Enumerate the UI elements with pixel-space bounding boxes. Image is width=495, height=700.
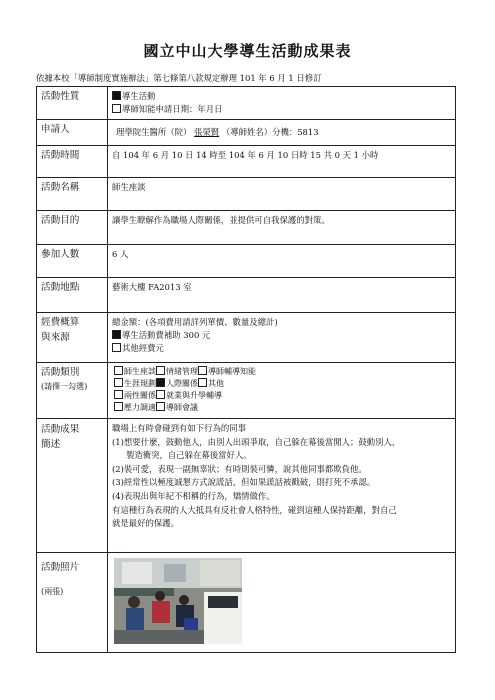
checkbox-cat-mentor-skill[interactable]: [198, 366, 207, 375]
row-budget: [37, 313, 456, 363]
row-name: [37, 178, 456, 211]
label-applicant: 申請人: [37, 120, 108, 146]
applicant-name: 張榮賢: [194, 127, 220, 138]
label-attendees: 參加人數: [37, 245, 108, 278]
activity-photo: [114, 558, 242, 644]
checkbox-cat-employment[interactable]: [156, 390, 165, 399]
nature-opt1-text: 導生活動: [122, 91, 156, 101]
row-purpose: [37, 211, 456, 245]
cat-meeting-text: 導師會議: [166, 403, 198, 413]
label-category-line1: 活動類別: [41, 367, 80, 379]
checkbox-cat-relationship[interactable]: [156, 378, 165, 387]
attendees-value: 6 人: [108, 245, 456, 278]
checkbox-cat-emotion[interactable]: [156, 366, 165, 375]
label-outcome: [37, 419, 108, 553]
row-outcome: [37, 419, 456, 553]
row-nature: [37, 87, 456, 120]
page-title: 國立中山大學導生活動成果表: [143, 42, 352, 60]
label-photos-note: (兩張): [41, 586, 64, 596]
label-budget-line1: 經費概算: [41, 317, 80, 329]
outcome-intro: 職場上有時會碰到有如下行為的同事: [112, 423, 246, 434]
outcome-conclusion1: 有這種行為表現的人大抵具有反社會人格特性，碰到這種人保持距離，對自己: [112, 504, 397, 515]
checkbox-cat-career[interactable]: [114, 378, 123, 387]
row-category: [37, 363, 456, 419]
cat-employment-text: 就業與升學輔導: [166, 391, 222, 401]
label-category-line2: (請擇一勾選): [41, 381, 88, 391]
category-options: [108, 363, 456, 419]
name-value: 師生座談: [108, 178, 456, 211]
label-name: 活動名稱: [37, 178, 108, 211]
checkbox-budget-other[interactable]: [112, 343, 121, 352]
label-location: 活動地點: [37, 278, 108, 313]
row-attendees: [37, 245, 456, 278]
label-category: [37, 363, 108, 419]
activity-form: [36, 86, 456, 653]
nature-opt2-text: 導師知能申請日期：年月日: [122, 104, 223, 115]
outcome-point3: (3)經常性以極度誠懇方式說謊話，但如果謊話被戳破，則打死不承認。: [112, 477, 376, 488]
cat-emotion-text: 情緒管理: [166, 367, 198, 377]
checkbox-budget-subsidy[interactable]: [112, 330, 121, 339]
label-photos-line1: 活動照片: [41, 562, 80, 574]
cat-career-text: 生涯規劃: [124, 379, 156, 389]
photo-cell: [108, 553, 456, 653]
cat-other-text: 其他: [208, 379, 224, 389]
label-outcome-line2: 簡述: [41, 438, 61, 450]
row-applicant: [37, 120, 456, 146]
label-budget-line2: 與來源: [41, 331, 70, 343]
budget-value: [108, 313, 456, 363]
purpose-value: 讓學生瞭解作為職場人際關係，並提供可自我保護的對策。: [108, 211, 456, 245]
applicant-suffix: （導師姓名）分機：5813: [221, 127, 319, 138]
outcome-conclusion2: 就是最好的保護。: [112, 518, 179, 529]
checkbox-cat-stress[interactable]: [114, 402, 123, 411]
outcome-point1b: 製造衝突，自己躲在幕後當好人。: [126, 450, 252, 461]
checkbox-student-activity[interactable]: [112, 91, 121, 100]
outcome-text: [108, 419, 456, 553]
applicant-value: [108, 120, 456, 146]
budget-total: 總金額：(各項費用請詳列單價、數量及總計): [112, 317, 278, 328]
label-purpose: 活動目的: [37, 211, 108, 245]
outcome-point1a: (1)想要什麼，鼓動他人，由別人出頭爭取，自己躲在幕後當閒人；鼓動別人，: [112, 436, 401, 447]
row-time: [37, 146, 456, 178]
outcome-point4: (4)表現出與年紀不相稱的行為，矯情做作。: [112, 491, 275, 502]
cat-seminar-text: 師生座談: [124, 367, 156, 377]
row-photos: [37, 553, 456, 653]
label-photos: [37, 553, 108, 653]
budget-opt2-text: 其他經費元: [122, 343, 164, 354]
cat-gender-text: 兩性關係: [124, 391, 156, 401]
label-outcome-line1: 活動成果: [41, 424, 80, 436]
regulation-subtitle: 依據本校「導師制度實施辦法」第七條第八款規定辦理 101 年 6 月 1 日修訂: [36, 73, 322, 83]
budget-opt1-text: 導生活動費補助 300 元: [122, 330, 211, 341]
nature-options: [108, 87, 456, 120]
outcome-point2: (2)裝可愛，表現一副無辜狀；有時則裝可憐，說其他同事都欺負他。: [112, 463, 367, 474]
time-value: 自 104 年 6 月 10 日 14 時至 104 年 6 月 10 日時 15 共 0 天 1 小時: [108, 146, 456, 178]
cat-relationship-text: 人際關係: [166, 379, 198, 389]
checkbox-cat-meeting[interactable]: [156, 402, 165, 411]
applicant-prefix: 理學院生醫所（院）: [116, 127, 192, 138]
cat-stress-text: 壓力調適: [124, 403, 156, 413]
label-nature: 活動性質: [37, 87, 108, 120]
cat-mentor-skill-text: 導師輔導知能: [208, 367, 256, 377]
label-time: 活動時間: [37, 146, 108, 178]
location-value: 藝術大樓 FA2013 室: [108, 278, 456, 313]
checkbox-mentor-knowledge[interactable]: [112, 104, 121, 113]
checkbox-cat-seminar[interactable]: [114, 366, 123, 375]
row-location: [37, 278, 456, 313]
checkbox-cat-other[interactable]: [198, 378, 207, 387]
label-budget: [37, 313, 108, 363]
checkbox-cat-gender[interactable]: [114, 390, 123, 399]
